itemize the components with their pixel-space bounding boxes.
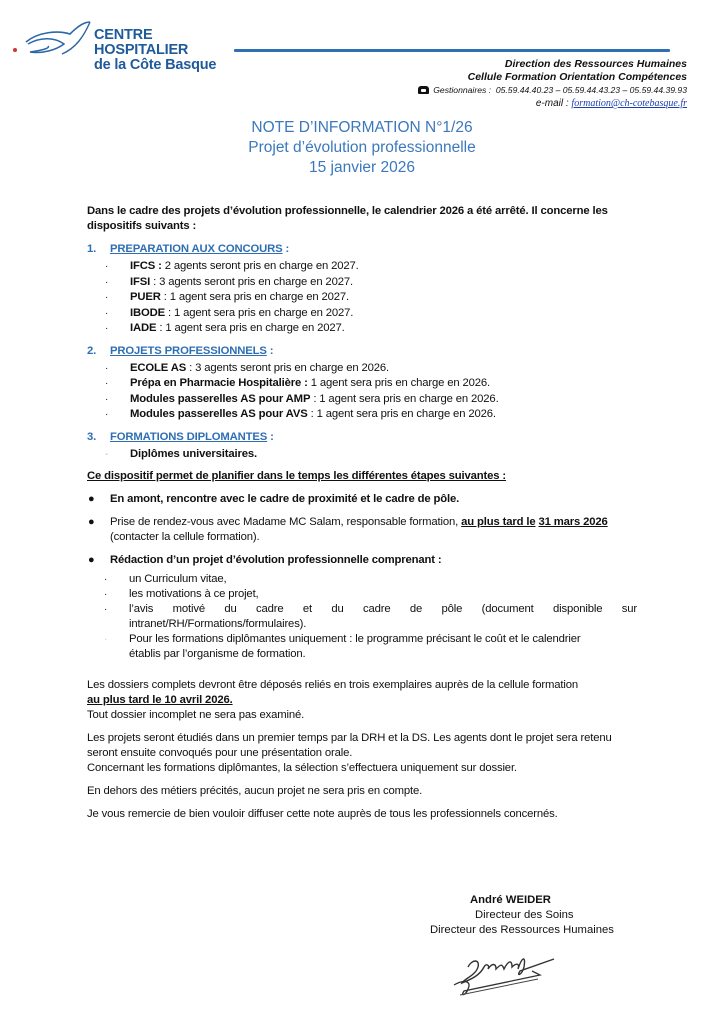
item-text: : 3 agents seront pris en charge en 2026.	[186, 361, 389, 374]
list-item	[104, 587, 637, 602]
item-text: l’avis motivé du cadre et du cadre de pôle (document disponible sur	[129, 603, 637, 615]
intro-paragraph: Dans le cadre des projets d’évolution professionnelle, le calendrier 2026 a été arrêté. Il concerne les dispositifs suivants :	[87, 205, 608, 232]
deadline-date: 31 mars 2026	[538, 516, 608, 528]
spacer	[104, 647, 129, 662]
list-item	[105, 392, 637, 408]
concours-list	[105, 259, 637, 337]
list-item	[105, 376, 637, 392]
bullet-icon: ●	[88, 554, 95, 566]
bullet-dot-icon: ·	[105, 323, 109, 334]
item-key: Prépa en Pharmacie Hospitalière :	[130, 377, 308, 389]
section-label: PROJETS PROFESSIONNELS	[110, 344, 267, 357]
submission-deadline: au plus tard le 10 avril 2026.	[87, 694, 233, 706]
item-text: un Curriculum vitae,	[129, 573, 227, 585]
contact-block	[418, 58, 687, 110]
brand-name	[94, 28, 248, 73]
bullet-dot-icon: ·	[105, 307, 109, 319]
step-item	[87, 492, 637, 507]
list-item	[105, 306, 637, 322]
hospital-logo	[8, 14, 248, 73]
selection-text: Les projets seront étudiés dans un premier temps par la DRH et la DS. Les agents dont le projet sera retenu seront ensuite convoqués pour une présentation orale.	[87, 732, 612, 759]
bullet-dot-icon: ·	[105, 292, 109, 303]
step-text: Rédaction d’un projet d’évolution professionnelle comprenant :	[110, 554, 442, 566]
note-subject: Projet d’évolution professionnelle	[248, 139, 476, 156]
section-label: PREPARATION AUX CONCOURS	[110, 243, 283, 255]
document-title	[0, 118, 724, 178]
item-key: PUER	[130, 291, 161, 303]
step-text: En amont, rencontre avec le cadre de proximité et le cadre de pôle.	[110, 493, 460, 505]
item-text: Pour les formations diplômantes uniquement : le programme précisant le coût et le calendrier	[129, 633, 581, 645]
list-item	[105, 275, 637, 291]
list-item	[105, 361, 637, 377]
item-text: : 1 agent sera pris en charge en 2027.	[160, 291, 350, 303]
diplomantes-list	[105, 447, 637, 463]
section-number: 1.	[87, 243, 97, 255]
list-item	[104, 572, 637, 587]
bullet-icon: ●	[88, 493, 95, 505]
bullet-dot-icon: ·	[104, 604, 108, 615]
spacer	[104, 617, 129, 632]
telephone-icon	[418, 86, 429, 94]
cell-name: Cellule Formation Orientation Compétences	[467, 71, 687, 83]
incomplete-notice: Tout dossier incomplet ne sera pas examiné.	[87, 709, 305, 721]
item-text: intranet/RH/Formations/formulaires).	[129, 618, 307, 630]
item-key: IBODE	[130, 306, 166, 319]
step-item	[87, 515, 637, 545]
item-text: : 1 agent sera pris en charge en 2027.	[156, 322, 345, 334]
item-text: les motivations à ce projet,	[129, 588, 259, 600]
section-number: 3.	[87, 430, 97, 443]
signatory-name: André WEIDER	[470, 894, 551, 906]
phone-line	[418, 84, 687, 97]
item-text: : 1 agent sera pris en charge en 2026.	[307, 408, 496, 420]
item-key: Diplômes universitaires.	[130, 447, 257, 460]
item-text: 2 agents seront pris en charge en 2027.	[161, 260, 359, 272]
bullet-dot-icon: ·	[104, 589, 108, 600]
section-label: FORMATIONS DIPLOMANTES	[110, 430, 268, 443]
brand-line-2: de la Côte Basque	[94, 57, 217, 73]
phone-label: Gestionnaires :	[433, 85, 492, 95]
exclusion-paragraph: En dehors des métiers précités, aucun projet ne sera pris en compte.	[87, 785, 423, 797]
list-item	[104, 632, 637, 647]
section-number: 2.	[87, 344, 97, 357]
list-item	[105, 290, 637, 306]
steps-heading: Ce dispositif permet de planifier dans le temps les différentes étapes suivantes :	[87, 470, 506, 482]
item-key: IADE	[130, 322, 157, 334]
document-body	[87, 204, 637, 830]
diplomantes-selection-text: Concernant les formations diplômantes, la sélection s’effectuera uniquement sur dossier.	[87, 762, 517, 774]
email-link[interactable]: formation@ch-cotebasque.fr	[571, 98, 687, 109]
bullet-dot-icon: ·	[105, 393, 109, 405]
item-key: IFCS :	[130, 260, 162, 272]
bullet-icon: ●	[88, 516, 95, 528]
item-key: Modules passerelles AS pour AVS	[130, 408, 308, 420]
section-suffix: :	[267, 430, 274, 443]
bullet-dot-icon: ·	[105, 261, 109, 272]
closing-paragraph: Je vous remercie de bien vouloir diffuser cette note auprès de tous les professionnels concernés.	[87, 808, 558, 820]
step-text-part: (contacter la cellule formation).	[110, 531, 260, 543]
list-item-continuation	[104, 617, 637, 632]
signatory-role-1: Directeur des Soins	[475, 909, 574, 921]
submission-text: Les dossiers complets devront être déposés reliés en trois exemplaires auprès de la cellule formation	[87, 679, 578, 691]
signatory-role-2: Directeur des Ressources Humaines	[430, 924, 614, 936]
step-item	[87, 553, 637, 568]
step-text	[110, 515, 637, 545]
item-key: IFSI	[130, 275, 151, 288]
list-item	[105, 447, 637, 463]
bullet-dot-icon: ·	[105, 362, 109, 374]
item-text: 1 agent sera pris en charge en 2026.	[307, 377, 490, 389]
item-text: : 1 agent sera pris en charge en 2026.	[310, 392, 499, 405]
item-text: établis par l’organisme de formation.	[129, 648, 306, 660]
section-heading	[87, 242, 637, 257]
bullet-dot-icon: ·	[105, 276, 109, 288]
department-name: Direction des Ressources Humaines	[504, 58, 687, 70]
dove-logo-icon	[8, 14, 98, 60]
bullet-dot-icon: ·	[105, 409, 109, 420]
bullet-dot-icon: ·	[104, 634, 108, 645]
note-number: NOTE D’INFORMATION N°1/26	[251, 119, 473, 136]
bullet-dot-icon: ·	[104, 574, 108, 585]
item-key: Modules passerelles AS pour AMP	[130, 392, 311, 405]
section-suffix: :	[282, 243, 290, 255]
dossier-contents-list	[104, 572, 637, 662]
selection-paragraph	[87, 731, 637, 776]
submission-paragraph	[87, 678, 637, 723]
item-text: : 3 agents seront pris en charge en 2027.	[150, 275, 353, 288]
phone-numbers: 05.59.44.40.23 – 05.59.44.43.23 – 05.59.44.39.93	[495, 85, 687, 95]
bullet-dot-icon: ·	[105, 378, 109, 389]
handwritten-signature-icon	[450, 945, 560, 1005]
section-heading	[87, 344, 637, 359]
deadline-label: au plus tard le	[461, 516, 536, 528]
item-key: ECOLE AS	[130, 361, 187, 374]
list-item	[105, 321, 637, 337]
email-label: e-mail :	[535, 98, 569, 109]
bullet-dot-icon: -	[105, 448, 109, 460]
note-date: 15 janvier 2026	[309, 159, 415, 176]
list-item	[105, 407, 637, 423]
header-divider	[234, 49, 670, 52]
list-item	[104, 602, 637, 617]
signature-block	[420, 893, 640, 938]
list-item-continuation	[104, 647, 637, 662]
projets-list	[105, 361, 637, 423]
section-heading	[87, 430, 637, 445]
brand-line-1: CENTRE HOSPITALIER	[94, 27, 189, 58]
step-text-part: Prise de rendez-vous avec Madame MC Salam, responsable formation,	[110, 516, 462, 528]
item-text: : 1 agent sera pris en charge en 2027.	[165, 306, 354, 319]
email-line	[418, 97, 687, 110]
list-item	[105, 259, 637, 275]
section-suffix: :	[266, 344, 274, 357]
